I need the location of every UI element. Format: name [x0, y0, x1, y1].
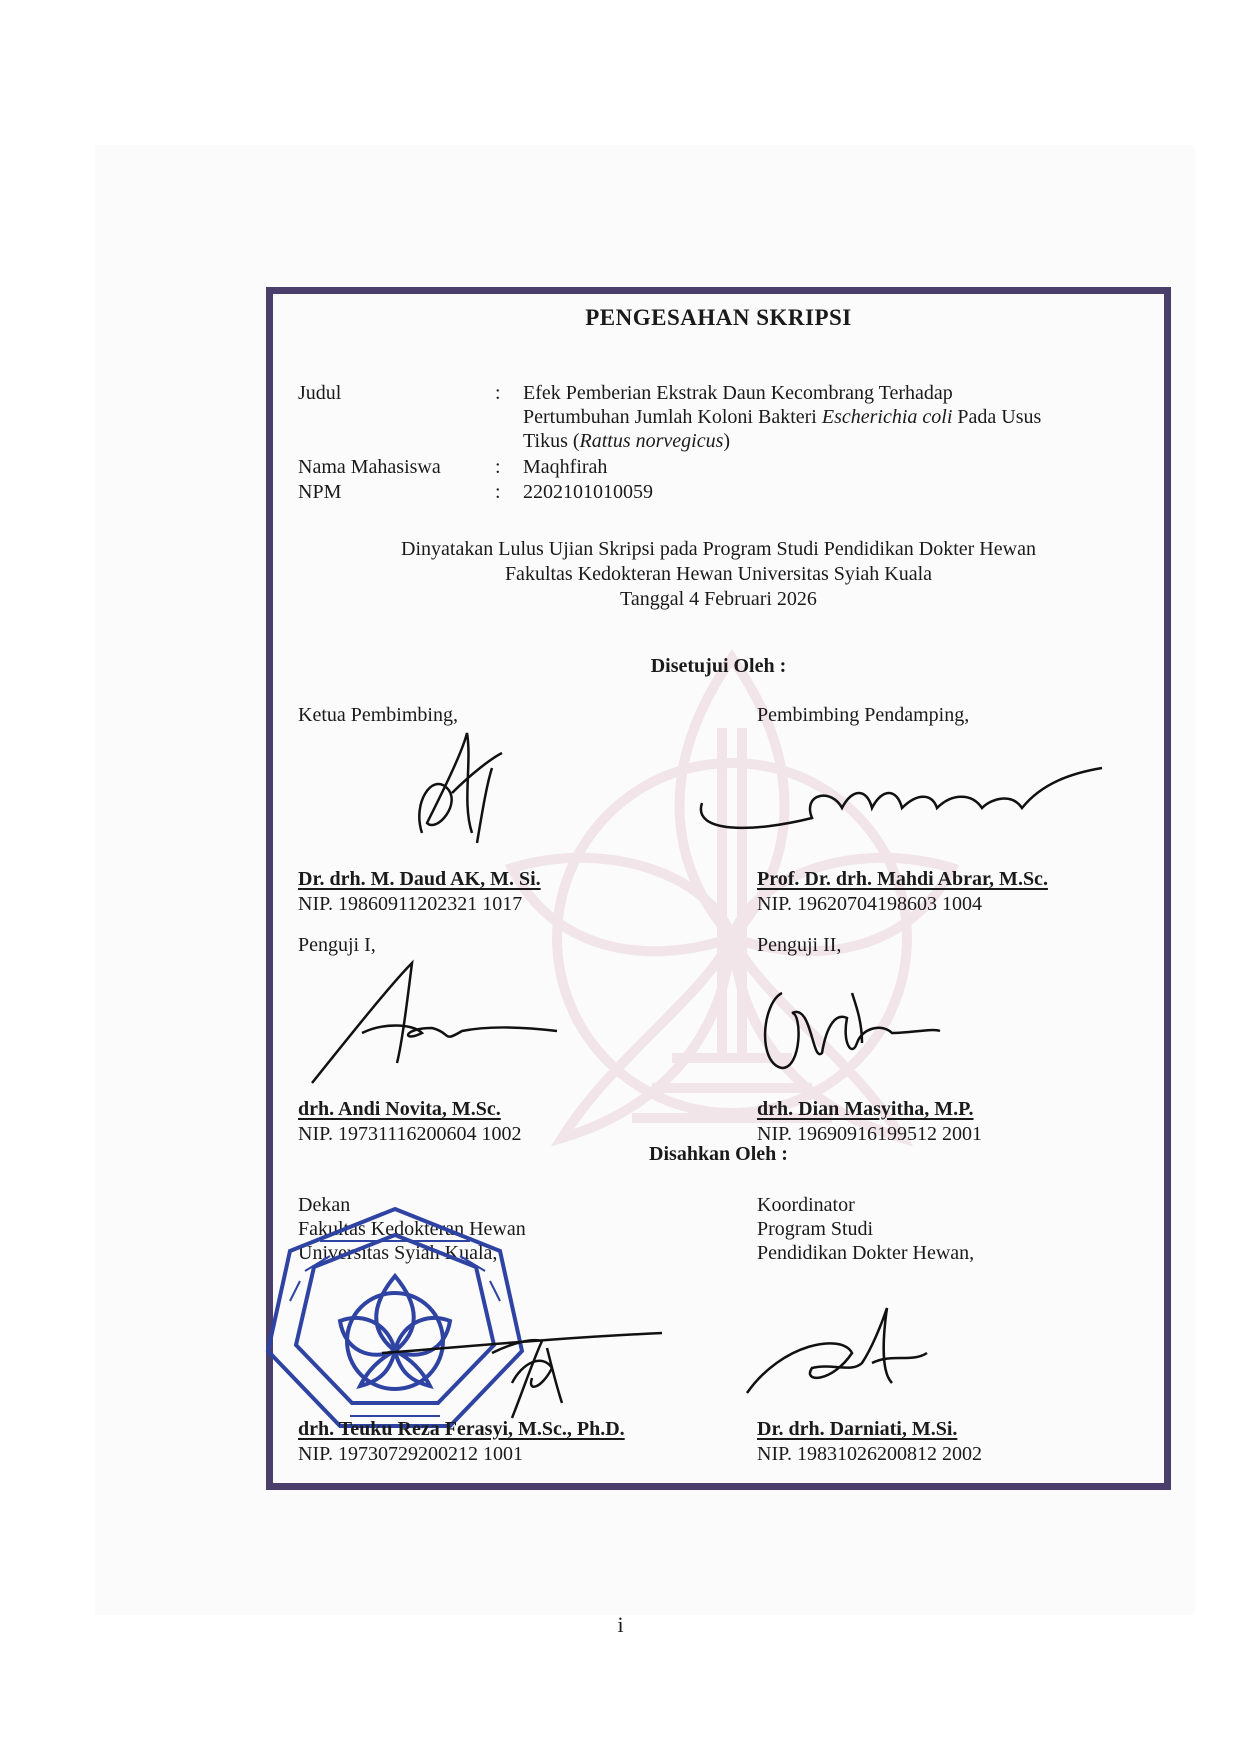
statement-line-3: Tanggal 4 Februari 2026	[620, 588, 817, 610]
pendamping-signature	[692, 763, 1112, 843]
dekan-signature	[372, 1293, 672, 1423]
koordinator-role-line-1: Koordinator	[757, 1194, 855, 1216]
judul-line-3-tail: )	[723, 430, 731, 452]
statement-line-1: Dinyatakan Lulus Ujian Skripsi pada Program Studi Pendidikan Dokter Hewan	[401, 538, 1036, 560]
koordinator-role-line-2: Program Studi	[757, 1218, 874, 1240]
koordinator-role	[757, 1193, 974, 1265]
penguji1-nip: NIP. 19731116200604 1002	[298, 1123, 522, 1145]
pendamping-nip: NIP. 19620704198603 1004	[757, 893, 983, 915]
nama-colon: :	[495, 456, 501, 478]
koordinator-signature	[742, 1293, 942, 1403]
judul-line-1: Efek Pemberian Ekstrak Daun Kecombrang Terhadap	[523, 382, 953, 404]
judul-line-2	[523, 405, 1041, 429]
dekan-nip: NIP. 19730729200212 1001	[298, 1443, 524, 1465]
npm-label: NPM	[298, 481, 342, 503]
judul-species-italic: Escherichia coli	[821, 406, 953, 428]
penguji2-role: Penguji II,	[757, 934, 842, 956]
document-frame	[266, 287, 1171, 1490]
judul-host-italic: Rattus norvegicus	[579, 430, 724, 452]
penguji1-role: Penguji I,	[298, 934, 376, 956]
penguji2-signature	[742, 973, 942, 1083]
page-number: i	[617, 1612, 624, 1637]
nama-value: Maqhfirah	[523, 456, 608, 478]
approved-by-heading: Disetujui Oleh :	[650, 655, 787, 677]
dekan-role-line-2: Fakultas Kedokteran Hewan	[298, 1218, 526, 1240]
judul-line-3	[523, 429, 1041, 453]
judul-label: Judul	[298, 382, 342, 404]
koordinator-nip: NIP. 19831026200812 2002	[757, 1443, 983, 1465]
ketua-signature	[392, 713, 522, 853]
ketua-role: Ketua Pembimbing,	[298, 704, 458, 726]
page-title: PENGESAHAN SKRIPSI	[585, 305, 852, 330]
judul-value	[523, 381, 1041, 453]
ketua-name: Dr. drh. M. Daud AK, M. Si.	[298, 868, 541, 890]
judul-line-2-text: Pertumbuhan Jumlah Koloni Bakteri	[523, 406, 822, 428]
judul-line-3-text: Tikus (	[523, 430, 580, 452]
nama-label: Nama Mahasiswa	[298, 456, 441, 478]
dekan-role-line-3: Universitas Syiah Kuala,	[298, 1242, 498, 1264]
judul-colon: :	[495, 382, 501, 404]
penguji1-name: drh. Andi Novita, M.Sc.	[298, 1098, 501, 1120]
ketua-nip: NIP. 19860911202321 1017	[298, 893, 523, 915]
penguji2-nip: NIP. 19690916199512 2001	[757, 1123, 983, 1145]
penguji2-name: drh. Dian Masyitha, M.P.	[757, 1098, 974, 1120]
koordinator-name: Dr. drh. Darniati, M.Si.	[757, 1418, 958, 1440]
ratified-by-heading: Disahkan Oleh :	[649, 1143, 788, 1165]
statement-line-2: Fakultas Kedokteran Hewan Universitas Syiah Kuala	[504, 563, 933, 585]
penguji1-signature	[302, 953, 562, 1093]
koordinator-role-line-3: Pendidikan Dokter Hewan,	[757, 1242, 975, 1264]
pendamping-name: Prof. Dr. drh. Mahdi Abrar, M.Sc.	[757, 868, 1048, 890]
npm-value: 2202101010059	[523, 481, 653, 503]
dekan-name: drh. Teuku Reza Ferasyi, M.Sc., Ph.D.	[298, 1418, 625, 1440]
npm-colon: :	[495, 481, 501, 503]
judul-line-2-tail: Pada Usus	[952, 406, 1042, 428]
pendamping-role: Pembimbing Pendamping,	[757, 704, 970, 726]
dekan-role-line-1: Dekan	[298, 1194, 351, 1216]
